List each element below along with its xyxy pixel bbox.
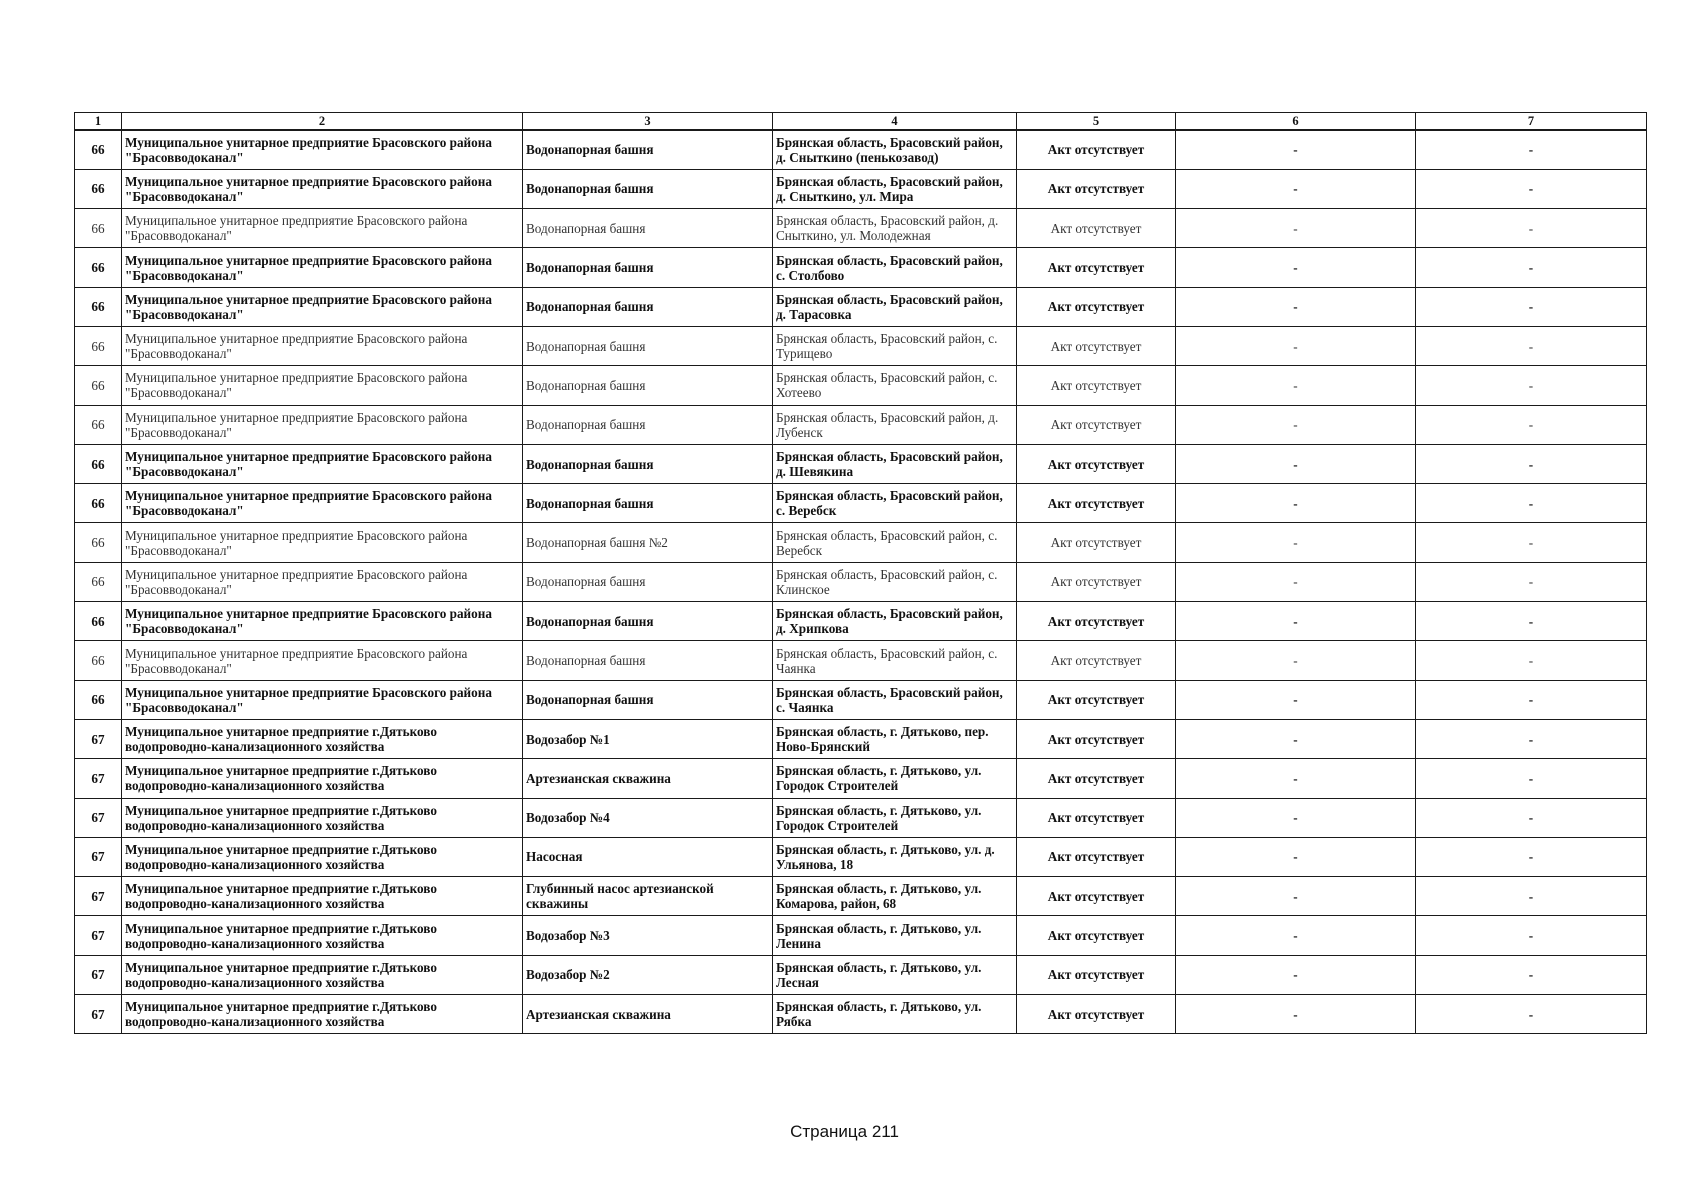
table-row xyxy=(75,680,1647,719)
cell-col6: - xyxy=(1176,287,1416,326)
cell-act-status: Акт отсутствует xyxy=(1017,877,1176,916)
cell-act-status: Акт отсутствует xyxy=(1017,798,1176,837)
cell-act-status: Акт отсутствует xyxy=(1017,287,1176,326)
cell-col6: - xyxy=(1176,405,1416,444)
table-row xyxy=(75,405,1647,444)
cell-organization: Муниципальное унитарное предприятие Брасовского района "Брасовводоканал" xyxy=(122,562,523,601)
cell-number: 66 xyxy=(75,366,122,405)
cell-object: Водонапорная башня xyxy=(523,562,773,601)
cell-address: Брянская область, г. Дятьково, пер. Ново-Брянский xyxy=(773,719,1017,758)
cell-col6: - xyxy=(1176,877,1416,916)
cell-address: Брянская область, г. Дятьково, ул. Комарова, район, 68 xyxy=(773,877,1017,916)
cell-organization: Муниципальное унитарное предприятие Брасовского района "Брасовводоканал" xyxy=(122,523,523,562)
cell-number: 66 xyxy=(75,169,122,208)
cell-address: Брянская область, Брасовский район, с. Чаянка xyxy=(773,680,1017,719)
table-row xyxy=(75,837,1647,876)
cell-object: Водонапорная башня xyxy=(523,130,773,169)
cell-object: Артезианская скважина xyxy=(523,995,773,1034)
cell-number: 66 xyxy=(75,326,122,365)
cell-col7: - xyxy=(1416,759,1647,798)
cell-organization: Муниципальное унитарное предприятие Брасовского района "Брасовводоканал" xyxy=(122,602,523,641)
cell-col6: - xyxy=(1176,798,1416,837)
table-row xyxy=(75,877,1647,916)
cell-col7: - xyxy=(1416,287,1647,326)
cell-organization: Муниципальное унитарное предприятие Брасовского района "Брасовводоканал" xyxy=(122,287,523,326)
cell-act-status: Акт отсутствует xyxy=(1017,837,1176,876)
cell-act-status: Акт отсутствует xyxy=(1017,326,1176,365)
cell-organization: Муниципальное унитарное предприятие г.Дятьково водопроводно-канализационного хозяйства xyxy=(122,995,523,1034)
table-row xyxy=(75,523,1647,562)
cell-act-status: Акт отсутствует xyxy=(1017,130,1176,169)
page-number: Страница 211 xyxy=(790,1122,899,1141)
data-table xyxy=(74,112,1647,1034)
cell-address: Брянская область, г. Дятьково, ул. Лесная xyxy=(773,955,1017,994)
cell-address: Брянская область, Брасовский район, с. Веребск xyxy=(773,523,1017,562)
cell-number: 67 xyxy=(75,719,122,758)
cell-address: Брянская область, Брасовский район, с. Веребск xyxy=(773,484,1017,523)
table-body xyxy=(75,130,1647,1034)
cell-act-status: Акт отсутствует xyxy=(1017,562,1176,601)
cell-col7: - xyxy=(1416,130,1647,169)
table-row xyxy=(75,169,1647,208)
cell-organization: Муниципальное унитарное предприятие Брасовского района "Брасовводоканал" xyxy=(122,130,523,169)
cell-act-status: Акт отсутствует xyxy=(1017,680,1176,719)
cell-organization: Муниципальное унитарное предприятие г.Дятьково водопроводно-канализационного хозяйства xyxy=(122,759,523,798)
cell-col6: - xyxy=(1176,248,1416,287)
cell-act-status: Акт отсутствует xyxy=(1017,955,1176,994)
table-row xyxy=(75,955,1647,994)
cell-col6: - xyxy=(1176,169,1416,208)
cell-object: Водонапорная башня xyxy=(523,248,773,287)
cell-organization: Муниципальное унитарное предприятие Брасовского района "Брасовводоканал" xyxy=(122,169,523,208)
cell-address: Брянская область, г. Дятьково, ул. Рябка xyxy=(773,995,1017,1034)
cell-col7: - xyxy=(1416,444,1647,483)
cell-organization: Муниципальное унитарное предприятие Брасовского района "Брасовводоканал" xyxy=(122,248,523,287)
cell-address: Брянская область, Брасовский район, д. Сныткино, ул. Молодежная xyxy=(773,209,1017,248)
cell-address: Брянская область, Брасовский район, д. Сныткино (пенькозавод) xyxy=(773,130,1017,169)
table-row xyxy=(75,484,1647,523)
cell-col7: - xyxy=(1416,405,1647,444)
cell-organization: Муниципальное унитарное предприятие Брасовского района "Брасовводоканал" xyxy=(122,680,523,719)
cell-address: Брянская область, г. Дятьково, ул. Городок Строителей xyxy=(773,798,1017,837)
cell-col6: - xyxy=(1176,719,1416,758)
cell-act-status: Акт отсутствует xyxy=(1017,523,1176,562)
table-row xyxy=(75,130,1647,169)
cell-col7: - xyxy=(1416,641,1647,680)
cell-object: Водозабор №4 xyxy=(523,798,773,837)
cell-act-status: Акт отсутствует xyxy=(1017,405,1176,444)
cell-object: Водонапорная башня xyxy=(523,641,773,680)
cell-address: Брянская область, Брасовский район, с. Турищево xyxy=(773,326,1017,365)
cell-organization: Муниципальное унитарное предприятие Брасовского района "Брасовводоканал" xyxy=(122,326,523,365)
cell-object: Водозабор №1 xyxy=(523,719,773,758)
cell-number: 66 xyxy=(75,523,122,562)
cell-address: Брянская область, Брасовский район, д. Лубенск xyxy=(773,405,1017,444)
cell-number: 66 xyxy=(75,287,122,326)
table-row xyxy=(75,248,1647,287)
cell-number: 66 xyxy=(75,562,122,601)
cell-object: Водозабор №3 xyxy=(523,916,773,955)
cell-col7: - xyxy=(1416,680,1647,719)
table-row xyxy=(75,444,1647,483)
cell-object: Водонапорная башня xyxy=(523,169,773,208)
cell-number: 66 xyxy=(75,209,122,248)
cell-col7: - xyxy=(1416,248,1647,287)
table-row xyxy=(75,995,1647,1034)
column-header-1: 1 xyxy=(75,113,122,131)
cell-col7: - xyxy=(1416,877,1647,916)
cell-address: Брянская область, Брасовский район, д. Тарасовка xyxy=(773,287,1017,326)
cell-number: 66 xyxy=(75,405,122,444)
cell-address: Брянская область, г. Дятьково, ул. Ленина xyxy=(773,916,1017,955)
table-row xyxy=(75,719,1647,758)
column-header-3: 3 xyxy=(523,113,773,131)
column-header-2: 2 xyxy=(122,113,523,131)
cell-act-status: Акт отсутствует xyxy=(1017,248,1176,287)
cell-number: 66 xyxy=(75,444,122,483)
cell-number: 67 xyxy=(75,798,122,837)
cell-col6: - xyxy=(1176,641,1416,680)
cell-object: Насосная xyxy=(523,837,773,876)
cell-col6: - xyxy=(1176,444,1416,483)
cell-object: Водонапорная башня №2 xyxy=(523,523,773,562)
cell-object: Глубинный насос артезианской скважины xyxy=(523,877,773,916)
cell-number: 67 xyxy=(75,955,122,994)
cell-col6: - xyxy=(1176,523,1416,562)
cell-col6: - xyxy=(1176,326,1416,365)
cell-col6: - xyxy=(1176,484,1416,523)
cell-act-status: Акт отсутствует xyxy=(1017,641,1176,680)
cell-col7: - xyxy=(1416,955,1647,994)
cell-address: Брянская область, Брасовский район, д. Сныткино, ул. Мира xyxy=(773,169,1017,208)
cell-act-status: Акт отсутствует xyxy=(1017,484,1176,523)
cell-col6: - xyxy=(1176,955,1416,994)
cell-col7: - xyxy=(1416,916,1647,955)
cell-act-status: Акт отсутствует xyxy=(1017,209,1176,248)
cell-act-status: Акт отсутствует xyxy=(1017,444,1176,483)
cell-organization: Муниципальное унитарное предприятие г.Дятьково водопроводно-канализационного хозяйства xyxy=(122,955,523,994)
cell-address: Брянская область, Брасовский район, с. Клинское xyxy=(773,562,1017,601)
cell-organization: Муниципальное унитарное предприятие Брасовского района "Брасовводоканал" xyxy=(122,484,523,523)
cell-object: Артезианская скважина xyxy=(523,759,773,798)
cell-col7: - xyxy=(1416,602,1647,641)
table-row xyxy=(75,562,1647,601)
cell-organization: Муниципальное унитарное предприятие г.Дятьково водопроводно-канализационного хозяйства xyxy=(122,798,523,837)
table-row xyxy=(75,287,1647,326)
table-row xyxy=(75,602,1647,641)
cell-col6: - xyxy=(1176,602,1416,641)
cell-number: 66 xyxy=(75,130,122,169)
cell-col6: - xyxy=(1176,995,1416,1034)
cell-object: Водонапорная башня xyxy=(523,209,773,248)
cell-col7: - xyxy=(1416,523,1647,562)
cell-address: Брянская область, г. Дятьково, ул. д. Ульянова, 18 xyxy=(773,837,1017,876)
cell-col7: - xyxy=(1416,798,1647,837)
cell-organization: Муниципальное унитарное предприятие Брасовского района "Брасовводоканал" xyxy=(122,641,523,680)
cell-number: 67 xyxy=(75,916,122,955)
table-row xyxy=(75,759,1647,798)
cell-object: Водонапорная башня xyxy=(523,405,773,444)
cell-number: 67 xyxy=(75,759,122,798)
cell-number: 66 xyxy=(75,641,122,680)
cell-act-status: Акт отсутствует xyxy=(1017,759,1176,798)
cell-act-status: Акт отсутствует xyxy=(1017,169,1176,208)
cell-number: 66 xyxy=(75,248,122,287)
cell-organization: Муниципальное унитарное предприятие Брасовского района "Брасовводоканал" xyxy=(122,405,523,444)
cell-organization: Муниципальное унитарное предприятие Брасовского района "Брасовводоканал" xyxy=(122,366,523,405)
column-header-5: 5 xyxy=(1017,113,1176,131)
table-header-row xyxy=(75,113,1647,131)
cell-col6: - xyxy=(1176,366,1416,405)
cell-act-status: Акт отсутствует xyxy=(1017,995,1176,1034)
table-row xyxy=(75,641,1647,680)
cell-act-status: Акт отсутствует xyxy=(1017,719,1176,758)
cell-col6: - xyxy=(1176,916,1416,955)
cell-act-status: Акт отсутствует xyxy=(1017,602,1176,641)
cell-address: Брянская область, Брасовский район, д. Шевякина xyxy=(773,444,1017,483)
cell-col7: - xyxy=(1416,562,1647,601)
cell-col6: - xyxy=(1176,562,1416,601)
cell-number: 66 xyxy=(75,680,122,719)
cell-address: Брянская область, Брасовский район, с. Столбово xyxy=(773,248,1017,287)
cell-col6: - xyxy=(1176,130,1416,169)
cell-col7: - xyxy=(1416,484,1647,523)
cell-number: 66 xyxy=(75,484,122,523)
cell-object: Водонапорная башня xyxy=(523,602,773,641)
table-row xyxy=(75,326,1647,365)
table-row xyxy=(75,916,1647,955)
cell-object: Водонапорная башня xyxy=(523,484,773,523)
cell-organization: Муниципальное унитарное предприятие г.Дятьково водопроводно-канализационного хозяйства xyxy=(122,719,523,758)
cell-col6: - xyxy=(1176,680,1416,719)
cell-address: Брянская область, г. Дятьково, ул. Городок Строителей xyxy=(773,759,1017,798)
cell-col7: - xyxy=(1416,719,1647,758)
cell-number: 67 xyxy=(75,995,122,1034)
cell-organization: Муниципальное унитарное предприятие Брасовского района "Брасовводоканал" xyxy=(122,209,523,248)
cell-organization: Муниципальное унитарное предприятие г.Дятьково водопроводно-канализационного хозяйства xyxy=(122,877,523,916)
cell-object: Водонапорная башня xyxy=(523,680,773,719)
cell-object: Водонапорная башня xyxy=(523,326,773,365)
cell-object: Водозабор №2 xyxy=(523,955,773,994)
cell-col7: - xyxy=(1416,209,1647,248)
cell-address: Брянская область, Брасовский район, с. Хотеево xyxy=(773,366,1017,405)
cell-organization: Муниципальное унитарное предприятие г.Дятьково водопроводно-канализационного хозяйства xyxy=(122,837,523,876)
cell-col7: - xyxy=(1416,169,1647,208)
column-header-4: 4 xyxy=(773,113,1017,131)
cell-col6: - xyxy=(1176,837,1416,876)
cell-number: 67 xyxy=(75,837,122,876)
cell-col7: - xyxy=(1416,366,1647,405)
column-header-7: 7 xyxy=(1416,113,1647,131)
cell-number: 67 xyxy=(75,877,122,916)
cell-address: Брянская область, Брасовский район, д. Хрипкова xyxy=(773,602,1017,641)
cell-act-status: Акт отсутствует xyxy=(1017,366,1176,405)
cell-address: Брянская область, Брасовский район, с. Чаянка xyxy=(773,641,1017,680)
cell-col7: - xyxy=(1416,326,1647,365)
cell-act-status: Акт отсутствует xyxy=(1017,916,1176,955)
table-row xyxy=(75,798,1647,837)
cell-col6: - xyxy=(1176,759,1416,798)
column-header-6: 6 xyxy=(1176,113,1416,131)
cell-object: Водонапорная башня xyxy=(523,287,773,326)
table-row xyxy=(75,209,1647,248)
cell-organization: Муниципальное унитарное предприятие Брасовского района "Брасовводоканал" xyxy=(122,444,523,483)
cell-object: Водонапорная башня xyxy=(523,444,773,483)
cell-col7: - xyxy=(1416,995,1647,1034)
cell-col6: - xyxy=(1176,209,1416,248)
table-row xyxy=(75,366,1647,405)
cell-organization: Муниципальное унитарное предприятие г.Дятьково водопроводно-канализационного хозяйства xyxy=(122,916,523,955)
cell-col7: - xyxy=(1416,837,1647,876)
cell-object: Водонапорная башня xyxy=(523,366,773,405)
cell-number: 66 xyxy=(75,602,122,641)
